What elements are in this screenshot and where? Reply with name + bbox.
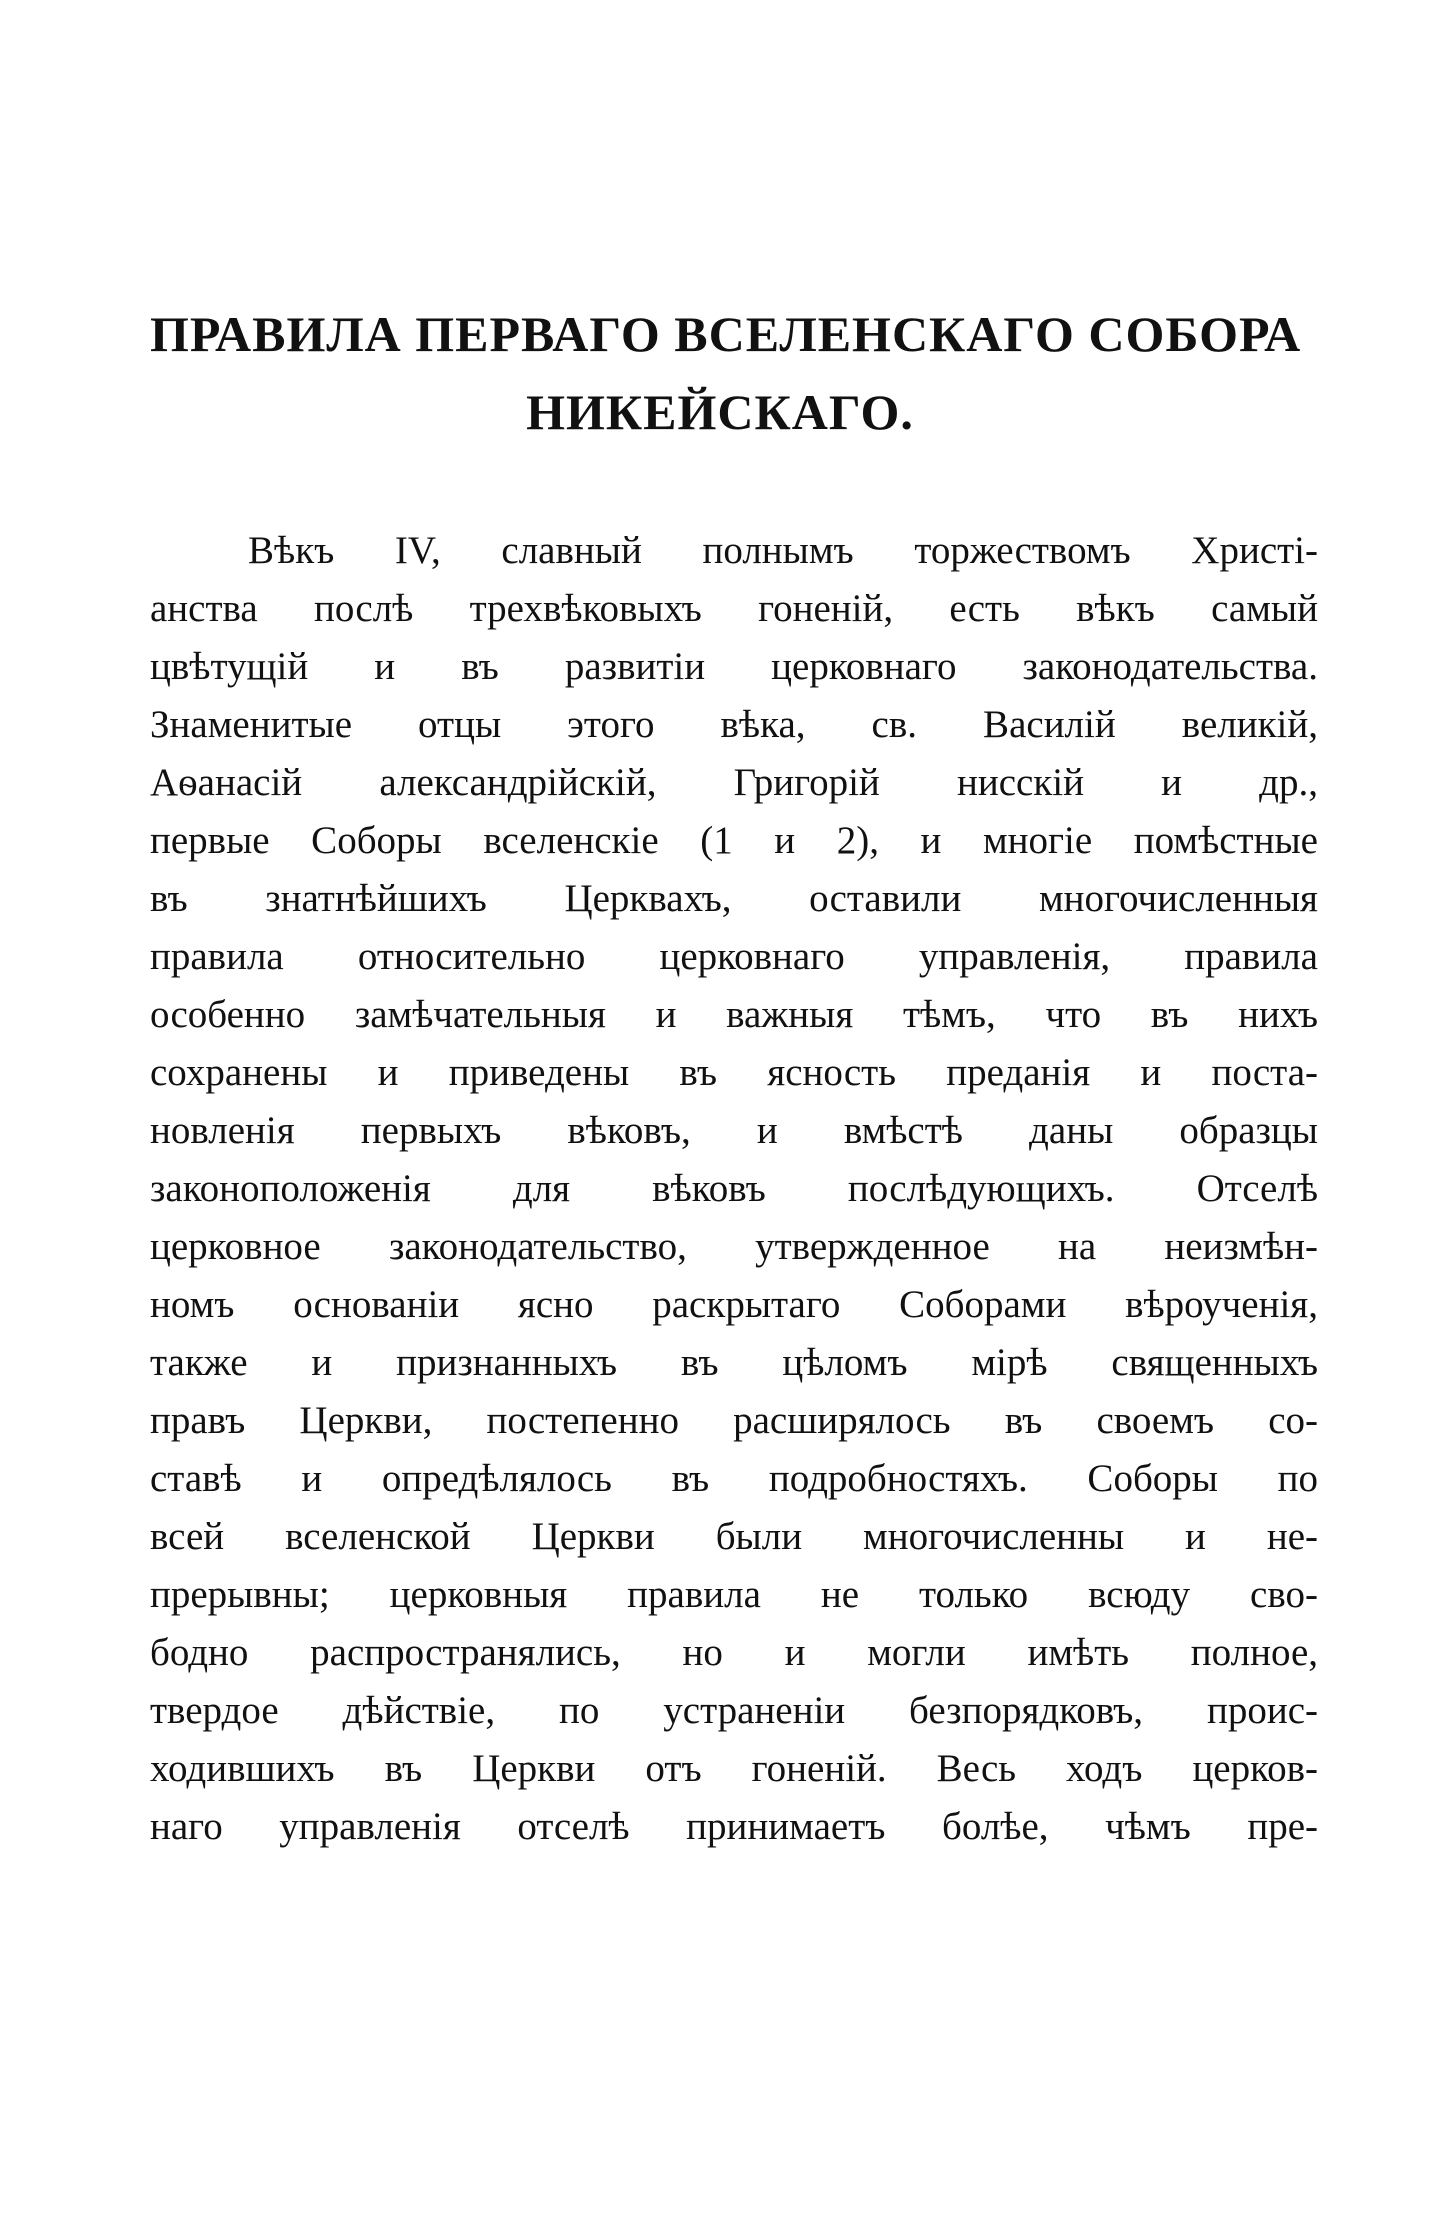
title-line-1: ПРАВИЛА ПЕРВАГО ВСЕЛЕНСКАГО СОБОРА <box>150 306 1302 362</box>
text-line: новленія первыхъ вѣковъ, и вмѣстѣ даны образцы <box>150 1109 1318 1152</box>
text-line: первые Соборы вселенскіе (1 и 2), и многіе помѣстные <box>150 819 1318 862</box>
text-line: наго управленія отселѣ принимаетъ болѣе, чѣмъ пре- <box>150 1805 1318 1848</box>
text-line: также и признанныхъ въ цѣломъ мірѣ священныхъ <box>150 1341 1318 1384</box>
text-line: твердое дѣйствіе, по устраненіи безпорядковъ, проис- <box>150 1689 1318 1732</box>
text-line: бодно распространялись, но и могли имѣть полное, <box>150 1631 1318 1674</box>
text-line: прерывны; церковныя правила не только всюду сво- <box>150 1573 1318 1616</box>
text-line: номъ основаніи ясно раскрытаго Соборами вѣроученія, <box>150 1283 1318 1326</box>
text-line: Вѣкъ IV, славный полнымъ торжествомъ Христі- <box>248 529 1318 572</box>
text-line: въ знатнѣйшихъ Церквахъ, оставили многочисленныя <box>150 877 1318 920</box>
text-line: анства послѣ трехвѣковыхъ гоненій, есть вѣкъ самый <box>150 587 1318 630</box>
text-line: церковное законодательство, утвержденное на неизмѣн- <box>150 1225 1318 1268</box>
title-line-2: НИКЕЙСКАГО. <box>526 384 914 440</box>
text-line: законоположенія для вѣковъ послѣдующихъ. Отселѣ <box>150 1167 1318 1210</box>
text-line: цвѣтущій и въ развитіи церковнаго законодательства. <box>150 645 1318 688</box>
text-line: сохранены и приведены въ ясность преданія и поста- <box>150 1051 1318 1094</box>
text-line: Аѳанасій александрійскій, Григорій нисскій и др., <box>150 761 1318 804</box>
page-title <box>150 295 1302 451</box>
text-line: особенно замѣчательныя и важныя тѣмъ, что въ нихъ <box>150 993 1318 1036</box>
text-line: Знаменитые отцы этого вѣка, св. Василій великій, <box>150 703 1318 746</box>
text-line: всей вселенской Церкви были многочисленны и не- <box>150 1515 1318 1558</box>
text-line: правила относительно церковнаго управленія, правила <box>150 935 1318 978</box>
text-line: ставѣ и опредѣлялось въ подробностяхъ. Соборы по <box>150 1457 1318 1500</box>
text-line: правъ Церкви, постепенно расширялось въ своемъ со- <box>150 1399 1318 1442</box>
body-paragraph <box>150 522 1318 1856</box>
text-line: ходившихъ въ Церкви отъ гоненій. Весь ходъ церков- <box>150 1747 1318 1790</box>
